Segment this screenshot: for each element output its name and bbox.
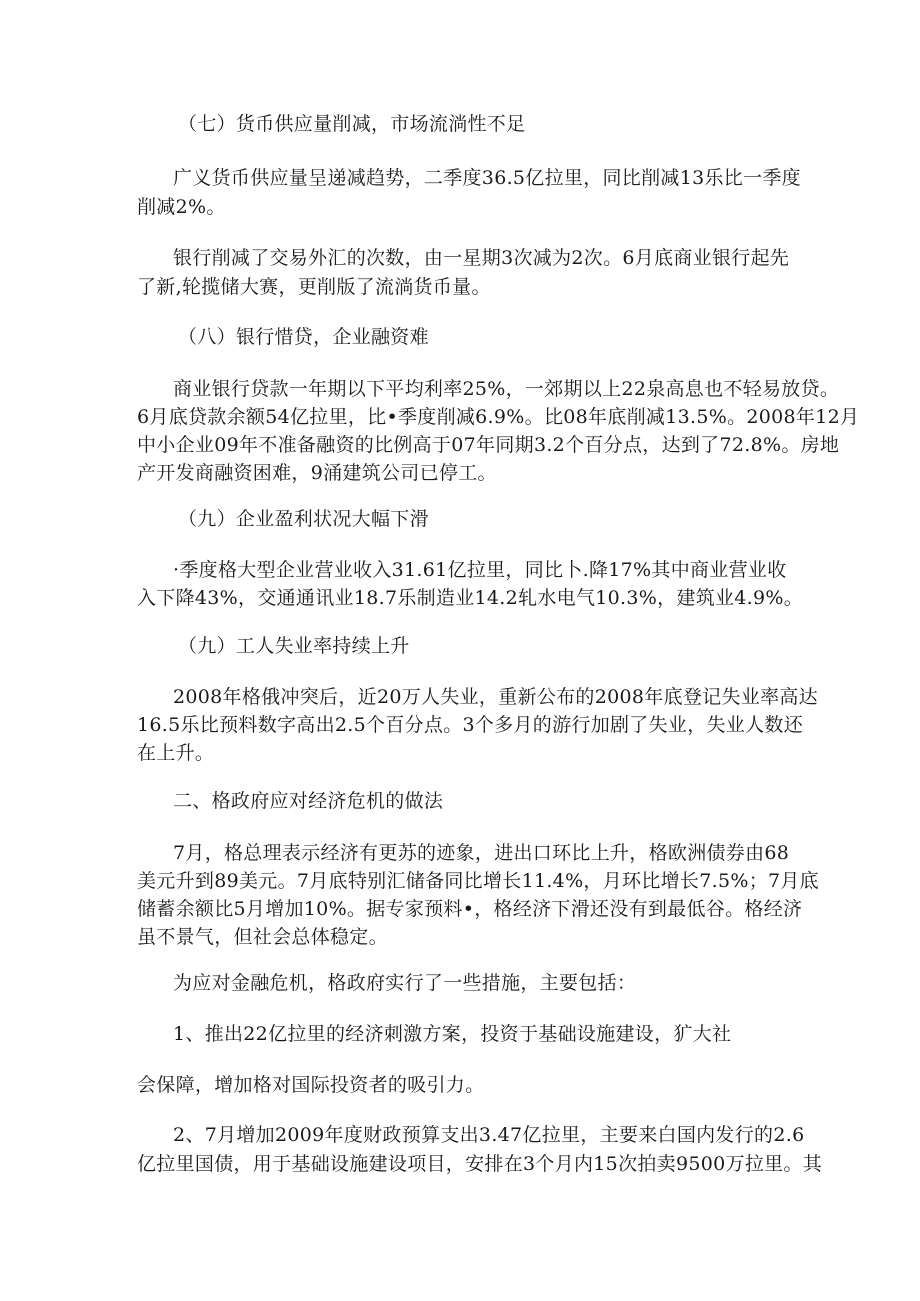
paragraph-line: 中小企业09年不准备融资的比例高于07年同期3.2个百分点，达到了72.8%。房地 <box>137 434 840 456</box>
paragraph-line: 美元升到89美元。7月底特别汇储备同比增长11.4%，月环比增长7.5%；7月底 <box>137 870 819 892</box>
paragraph-line: 储蓄余额比5月增加10%。据专家预料•，格经济下滑还没有到最低谷。格经济 <box>137 898 803 920</box>
list-item-2: 2、7月增加2009年度财政预算支出3.47亿拉里，主要来白国内发行的2.6 <box>173 1124 805 1146</box>
paragraph-line: 广义货币供应量呈递减趋势，二季度36.5亿拉里，同比削减13乐比一季度 <box>173 167 801 189</box>
paragraph-line: 2008年格俄冲突后，近20万人失业，重新公布的2008年底登记失业率高达 <box>173 686 818 708</box>
section-heading-9b: （九）工人失业率持续上升 <box>178 635 410 657</box>
paragraph-line: 银行削减了交易外汇的次数，由一星期3次减为2次。6月底商业银行起先 <box>173 247 790 269</box>
paragraph-line: 虽不景气，但社会总体稳定。 <box>137 926 388 948</box>
paragraph-line: 为应对金融危机，格政府实行了一些措施，主要包括： <box>173 972 637 994</box>
section-heading-9: （九）企业盈利状况大幅下滑 <box>178 508 429 530</box>
paragraph-line: 6月底贷款余额54亿拉里，比•季度削减6.9%。比08年底削减13.5%。2008年12月 <box>137 406 860 428</box>
paragraph-line: 商业银行贷款一年期以下平均利率25%，一郊期以上22泉高息也不轻易放贷。 <box>173 378 840 400</box>
section-heading-7: （七）货币供应量削减，市场流淌性不足 <box>178 113 526 135</box>
paragraph-line: 会保障，增加格对国际投资者的吸引力。 <box>137 1074 485 1096</box>
paragraph-line: 在上升。 <box>137 742 215 764</box>
paragraph-line: 亿拉里国债，用于基础设施建设项目，安排在3个月内15次拍卖9500万拉里。其 <box>137 1153 823 1175</box>
paragraph-line: 入下降43%，交通通讯业18.7乐制造业14.2轧水电气10.3%，建筑业4.9%。 <box>137 587 804 609</box>
section-heading-8: （八）银行惜贷，企业融资难 <box>178 326 429 348</box>
paragraph-line: 16.5乐比预料数字高出2.5个百分点。3个多月的游行加剧了失业，失业人数还 <box>137 714 804 736</box>
paragraph-line: ·季度格大型企业营业收入31.61亿拉里，同比卜.降17%其中商业营业收 <box>173 559 787 581</box>
paragraph-line: 产开发商融资困难，9涌建筑公司已停工。 <box>137 462 497 484</box>
section-heading-2: 二、格政府应对经济危机的做法 <box>173 790 444 812</box>
paragraph-line: 削减2%。 <box>137 196 226 218</box>
paragraph-line: 了新,轮揽储大赛，更削版了流淌货币量。 <box>137 276 491 298</box>
list-item-1: 1、推出22亿拉里的经济刺激方案，投资于基础设施建设，犷大社 <box>173 1023 732 1045</box>
paragraph-line: 7月，格总理表示经济有更苏的迹象，进出口环比上升，格欧洲债券由68 <box>173 842 790 864</box>
